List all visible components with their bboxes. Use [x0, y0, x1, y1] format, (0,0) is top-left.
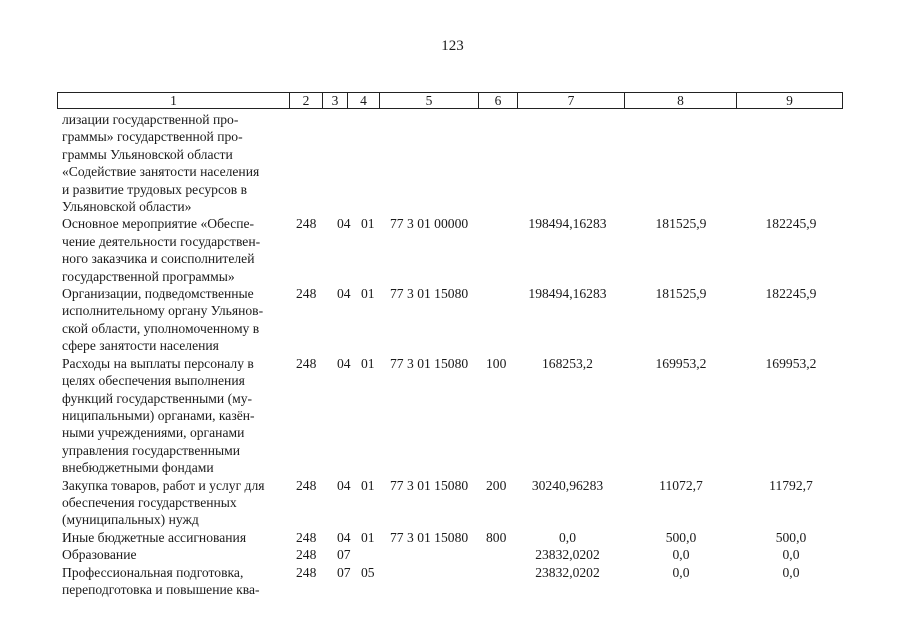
description-line: переподготовка и повышение ква-: [62, 581, 260, 597]
row-description: [62, 546, 286, 563]
table-row: [62, 564, 842, 599]
column-header-2: 2: [289, 93, 322, 108]
column-header-8: 8: [624, 93, 736, 108]
column-header-6: 6: [478, 93, 517, 108]
table-body: [62, 111, 842, 598]
description-line: исполнительному органу Ульянов-: [62, 303, 264, 319]
cell-column-3: 04: [337, 477, 351, 493]
cell-column-2: 248: [296, 564, 317, 580]
column-header-1: 1: [170, 93, 177, 108]
description-line: ской области, уполномоченному в: [62, 320, 260, 336]
column-header-9: 9: [736, 93, 842, 108]
description-line: Организации, подведомственные: [62, 286, 254, 302]
cell-column-2: 248: [296, 477, 317, 493]
cell-column-5: 77 3 01 15080: [390, 355, 469, 371]
cell-column-9: 169953,2: [765, 355, 817, 371]
cell-column-3: 04: [337, 216, 351, 232]
cell-column-8: 181525,9: [655, 216, 707, 232]
cell-column-2: 248: [296, 355, 317, 371]
description-line: сфере занятости населения: [62, 338, 219, 354]
cell-column-6: 100: [486, 355, 507, 371]
cell-column-3: 07: [337, 547, 351, 563]
cell-column-2: 248: [296, 529, 317, 545]
cell-column-7: 23832,0202: [535, 547, 600, 563]
table-row: [62, 477, 842, 529]
cell-column-5: 77 3 01 15080: [390, 529, 469, 545]
cell-column-4: 05: [361, 564, 375, 580]
description-line: и развитие трудовых ресурсов в: [62, 181, 248, 197]
description-line: граммы» государственной про-: [62, 129, 243, 145]
cell-column-4: 01: [361, 286, 375, 302]
cell-column-4: 01: [361, 355, 375, 371]
table-header-row: [57, 92, 843, 109]
table-row: [62, 111, 842, 215]
page-number: 123: [441, 38, 464, 54]
cell-column-8: 181525,9: [655, 286, 707, 302]
description-line: функций государственными (му-: [62, 390, 253, 406]
cell-column-9: 500,0: [775, 529, 807, 545]
description-line: ными учреждениями, органами: [62, 425, 245, 441]
row-description: [62, 111, 286, 215]
table-row: [62, 285, 842, 355]
cell-column-9: 0,0: [782, 547, 800, 563]
description-line: Закупка товаров, работ и услуг для: [62, 477, 265, 493]
cell-column-9: 182245,9: [765, 216, 817, 232]
column-header-3: 3: [322, 93, 347, 108]
description-line: Ульяновской области»: [62, 199, 192, 215]
cell-column-4: 01: [361, 477, 375, 493]
cell-column-8: 169953,2: [655, 355, 707, 371]
cell-column-3: 04: [337, 286, 351, 302]
description-line: (муниципальных) нужд: [62, 512, 199, 528]
description-line: Иные бюджетные ассигнования: [62, 529, 247, 545]
cell-column-7: 23832,0202: [535, 564, 600, 580]
row-description: [62, 564, 286, 599]
cell-column-8: 0,0: [672, 564, 690, 580]
column-header-5: 5: [379, 93, 478, 108]
cell-column-8: 11072,7: [659, 477, 703, 493]
cell-column-4: 01: [361, 216, 375, 232]
cell-column-7: 198494,16283: [528, 216, 607, 232]
row-description: [62, 529, 286, 546]
description-line: управления государственными: [62, 442, 240, 458]
cell-column-9: 11792,7: [769, 477, 813, 493]
description-line: «Содействие занятости населения: [62, 164, 260, 180]
description-line: обеспечения государственных: [62, 494, 237, 510]
description-line: ного заказчика и соисполнителей: [62, 251, 255, 267]
cell-column-5: 77 3 01 00000: [390, 216, 469, 232]
table-row: [62, 546, 842, 563]
cell-column-7: 198494,16283: [528, 286, 607, 302]
cell-column-4: 01: [361, 529, 375, 545]
cell-column-8: 0,0: [672, 547, 690, 563]
table-row: [62, 529, 842, 546]
description-line: целях обеспечения выполнения: [62, 373, 245, 389]
cell-column-5: 77 3 01 15080: [390, 286, 469, 302]
row-description: [62, 215, 286, 285]
description-line: Образование: [62, 547, 137, 563]
row-description: [62, 285, 286, 355]
cell-column-9: 182245,9: [765, 286, 817, 302]
description-line: Профессиональная подготовка,: [62, 564, 244, 580]
column-header-4: 4: [347, 93, 379, 108]
cell-column-2: 248: [296, 216, 317, 232]
cell-column-7: 168253,2: [542, 355, 593, 371]
cell-column-7: 0,0: [559, 529, 576, 545]
cell-column-6: 200: [486, 477, 507, 493]
cell-column-6: 800: [486, 529, 507, 545]
description-line: ниципальными) органами, казён-: [62, 407, 255, 423]
table-row: [62, 215, 842, 285]
cell-column-2: 248: [296, 286, 317, 302]
description-line: государственной программы»: [62, 268, 235, 284]
description-line: граммы Ульяновской области: [62, 146, 233, 162]
description-line: чение деятельности государствен-: [62, 233, 261, 249]
description-line: Основное мероприятие «Обеспе-: [62, 216, 255, 232]
description-line: Расходы на выплаты персоналу в: [62, 355, 254, 371]
cell-column-5: 77 3 01 15080: [390, 477, 469, 493]
cell-column-2: 248: [296, 547, 317, 563]
description-line: внебюджетными фондами: [62, 460, 214, 476]
row-description: [62, 477, 286, 529]
cell-column-9: 0,0: [782, 564, 800, 580]
cell-column-7: 30240,96283: [531, 477, 604, 493]
column-header-7: 7: [517, 93, 624, 108]
description-line: лизации государственной про-: [62, 112, 239, 127]
row-description: [62, 355, 286, 477]
table-row: [62, 355, 842, 477]
cell-column-8: 500,0: [665, 529, 697, 545]
cell-column-3: 07: [337, 564, 351, 580]
cell-column-3: 04: [337, 355, 351, 371]
cell-column-3: 04: [337, 529, 351, 545]
